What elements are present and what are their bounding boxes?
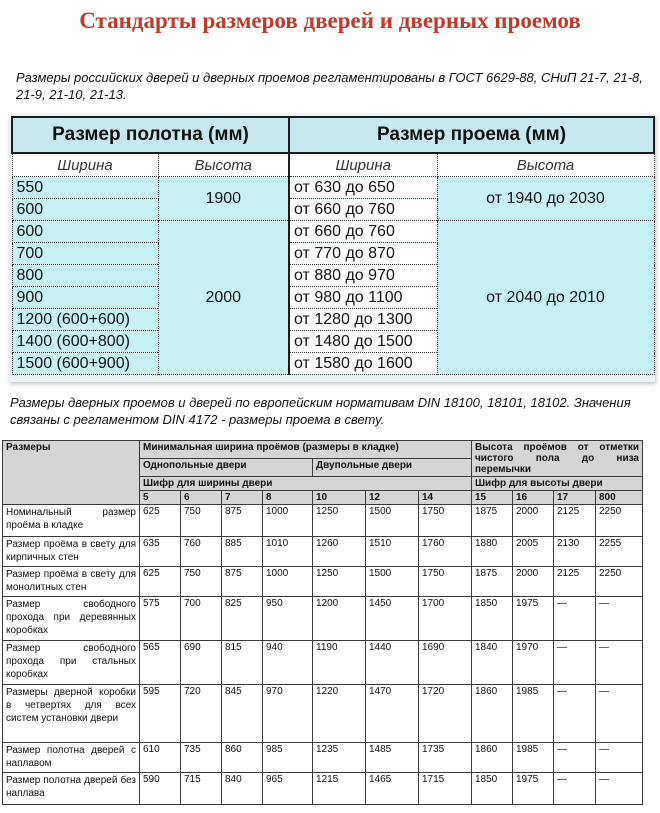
row-label: Размер свободного прохода при стальных коробках: [3, 641, 140, 685]
code-header-cell: 12: [366, 491, 419, 505]
subheader-opening-width: Ширина: [289, 153, 437, 177]
value-cell: 1975: [513, 597, 554, 641]
table-row: [3, 537, 643, 567]
value-cell: 1880: [472, 537, 513, 567]
code-header-cell: 7: [222, 491, 263, 505]
row-label: Размер полотна дверей без наплава: [3, 773, 140, 805]
value-cell: 2125: [554, 567, 596, 597]
opening-width-cell: от 880 до 970: [289, 265, 437, 287]
value-cell: 1700: [419, 597, 472, 641]
header-leaf-size: Размер полотна (мм): [12, 117, 289, 153]
table-row: [3, 743, 643, 773]
value-cell: 590: [140, 773, 181, 805]
value-cell: 860: [222, 743, 263, 773]
code-header-cell: 17: [554, 491, 596, 505]
value-cell: 625: [140, 505, 181, 537]
header-sizes: Размеры: [3, 441, 140, 505]
value-cell: 845: [222, 685, 263, 743]
value-cell: 1510: [366, 537, 419, 567]
value-cell: 1450: [366, 597, 419, 641]
value-cell: 1500: [366, 505, 419, 537]
value-cell: 875: [222, 567, 263, 597]
intro-paragraph-russian: Размеры российских дверей и дверных проемов регламентированы в ГОСТ 6629-88, СНиП 21-7, 21-8, 21-9, 21-10, 21-13.: [16, 70, 643, 102]
row-label: Размер свободного прохода при деревянных коробках: [3, 597, 140, 641]
header-opening-height: Высота проёмов от отметки чистого пола до низа перемычки: [472, 441, 643, 477]
subheader-leaf-width: Ширина: [12, 153, 158, 177]
table-row: [3, 567, 643, 597]
value-cell: 1875: [472, 567, 513, 597]
page-title: Стандарты размеров дверей и дверных проемов: [79, 8, 581, 33]
row-label: Номинальный размер проёма в кладке: [3, 505, 140, 537]
value-cell: 1985: [513, 743, 554, 773]
value-cell: 1715: [419, 773, 472, 805]
value-cell: —: [554, 743, 596, 773]
value-cell: 1250: [313, 567, 366, 597]
table-row: [3, 685, 643, 743]
header-height-code: Шифр для высоты двери: [472, 477, 643, 491]
header-single-doors: Однопольные двери: [140, 459, 313, 477]
code-header-cell: 15: [472, 491, 513, 505]
value-cell: 1850: [472, 597, 513, 641]
leaf-width-cell: 1400 (600+800): [12, 331, 158, 353]
value-cell: 1220: [313, 685, 366, 743]
value-cell: 1500: [366, 567, 419, 597]
value-cell: 2250: [596, 505, 643, 537]
code-header-cell: 8: [263, 491, 313, 505]
value-cell: 2130: [554, 537, 596, 567]
value-cell: 595: [140, 685, 181, 743]
code-header-cell: 6: [181, 491, 222, 505]
leaf-width-cell: 550: [12, 177, 158, 199]
value-cell: 1000: [263, 505, 313, 537]
value-cell: 2125: [554, 505, 596, 537]
intro-paragraph-european: Размеры дверных проемов и дверей по европейским нормативам DIN 18100, 18101, 18102. Значения связаны с регламентом DIN 4172 - размеры проема в свету.: [10, 395, 631, 427]
value-cell: 1875: [472, 505, 513, 537]
value-cell: 690: [181, 641, 222, 685]
value-cell: —: [596, 641, 643, 685]
value-cell: 720: [181, 685, 222, 743]
code-header-cell: 14: [419, 491, 472, 505]
value-cell: 1215: [313, 773, 366, 805]
opening-width-cell: от 1280 до 1300: [289, 309, 437, 331]
value-cell: —: [554, 641, 596, 685]
value-cell: 1190: [313, 641, 366, 685]
value-cell: 1465: [366, 773, 419, 805]
value-cell: 1850: [472, 773, 513, 805]
header-opening-size: Размер проема (мм): [289, 117, 654, 153]
value-cell: 1235: [313, 743, 366, 773]
russian-door-sizes-table: [11, 116, 655, 375]
european-sizes-table-wrapper: [2, 440, 658, 806]
header-double-doors: Двупольные двери: [313, 459, 472, 477]
subheader-leaf-height: Высота: [158, 153, 289, 177]
opening-width-cell: от 980 до 1100: [289, 287, 437, 309]
table-row: [3, 597, 643, 641]
value-cell: 2000: [513, 567, 554, 597]
european-door-sizes-table: [2, 440, 643, 805]
value-cell: 875: [222, 505, 263, 537]
value-cell: 760: [181, 537, 222, 567]
value-cell: 715: [181, 773, 222, 805]
value-cell: 1750: [419, 567, 472, 597]
value-cell: 2255: [596, 537, 643, 567]
table-row: [3, 773, 643, 805]
opening-width-cell: от 660 до 760: [289, 199, 437, 221]
subheader-opening-height: Высота: [437, 153, 654, 177]
value-cell: 1485: [366, 743, 419, 773]
value-cell: 610: [140, 743, 181, 773]
value-cell: 565: [140, 641, 181, 685]
value-cell: 1860: [472, 743, 513, 773]
value-cell: —: [554, 685, 596, 743]
value-cell: 1970: [513, 641, 554, 685]
value-cell: —: [596, 773, 643, 805]
value-cell: 735: [181, 743, 222, 773]
table-row: [3, 641, 643, 685]
leaf-width-cell: 1500 (600+900): [12, 353, 158, 375]
value-cell: 700: [181, 597, 222, 641]
opening-height-cell: от 2040 до 2010: [437, 221, 654, 375]
opening-width-cell: от 1480 до 1500: [289, 331, 437, 353]
leaf-width-cell: 600: [12, 221, 158, 243]
value-cell: 840: [222, 773, 263, 805]
opening-height-cell: от 1940 до 2030: [437, 177, 654, 221]
value-cell: 750: [181, 567, 222, 597]
value-cell: 1690: [419, 641, 472, 685]
value-cell: —: [596, 743, 643, 773]
code-header-cell: 800: [596, 491, 643, 505]
table-row: [3, 505, 643, 537]
value-cell: 940: [263, 641, 313, 685]
code-header-cell: 10: [313, 491, 366, 505]
value-cell: 635: [140, 537, 181, 567]
value-cell: 950: [263, 597, 313, 641]
value-cell: 965: [263, 773, 313, 805]
leaf-width-cell: 1200 (600+600): [12, 309, 158, 331]
value-cell: 970: [263, 685, 313, 743]
value-cell: —: [554, 773, 596, 805]
leaf-width-cell: 600: [12, 199, 158, 221]
value-cell: 1840: [472, 641, 513, 685]
value-cell: 1860: [472, 685, 513, 743]
value-cell: 625: [140, 567, 181, 597]
opening-width-cell: от 1580 до 1600: [289, 353, 437, 375]
value-cell: 1735: [419, 743, 472, 773]
opening-width-cell: от 660 до 760: [289, 221, 437, 243]
value-cell: 1440: [366, 641, 419, 685]
value-cell: 1200: [313, 597, 366, 641]
value-cell: 1720: [419, 685, 472, 743]
value-cell: 1010: [263, 537, 313, 567]
russian-sizes-table-wrapper: [9, 114, 655, 382]
value-cell: 1975: [513, 773, 554, 805]
value-cell: —: [596, 685, 643, 743]
value-cell: —: [596, 597, 643, 641]
value-cell: 2250: [596, 567, 643, 597]
value-cell: 750: [181, 505, 222, 537]
row-label: Размер проёма в свету для монолитных стен: [3, 567, 140, 597]
value-cell: 985: [263, 743, 313, 773]
value-cell: 885: [222, 537, 263, 567]
row-label: Размер полотна дверей с наплавом: [3, 743, 140, 773]
header-width-code: Шифр для ширины двери: [140, 477, 472, 491]
value-cell: 1750: [419, 505, 472, 537]
value-cell: 1260: [313, 537, 366, 567]
value-cell: —: [554, 597, 596, 641]
leaf-width-cell: 900: [12, 287, 158, 309]
opening-width-cell: от 630 до 650: [289, 177, 437, 199]
value-cell: 575: [140, 597, 181, 641]
row-label: Размеры дверной коробки в четвертях для всех систем установки двери: [3, 685, 140, 743]
opening-width-cell: от 770 до 870: [289, 243, 437, 265]
value-cell: 815: [222, 641, 263, 685]
row-label: Размер проёма в свету для кирпичных стен: [3, 537, 140, 567]
value-cell: 1760: [419, 537, 472, 567]
leaf-height-cell: 2000: [158, 221, 289, 375]
value-cell: 825: [222, 597, 263, 641]
value-cell: 1985: [513, 685, 554, 743]
leaf-height-cell: 1900: [158, 177, 289, 221]
value-cell: 2005: [513, 537, 554, 567]
value-cell: 1470: [366, 685, 419, 743]
code-header-cell: 5: [140, 491, 181, 505]
value-cell: 1000: [263, 567, 313, 597]
value-cell: 1250: [313, 505, 366, 537]
value-cell: 2000: [513, 505, 554, 537]
header-min-width: Минимальная ширина проёмов (размеры в кладке): [140, 441, 472, 459]
leaf-width-cell: 800: [12, 265, 158, 287]
leaf-width-cell: 700: [12, 243, 158, 265]
code-header-cell: 16: [513, 491, 554, 505]
